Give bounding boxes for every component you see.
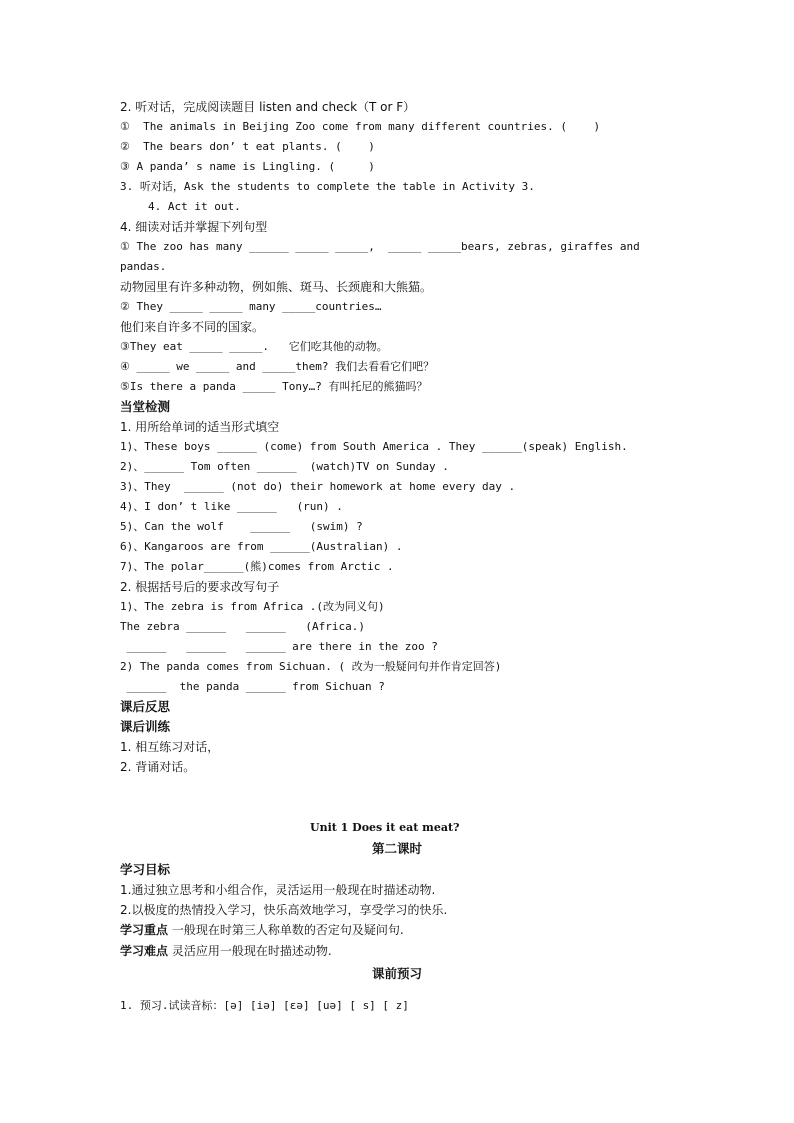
rewrite-instruction: 2. 根据括号后的要求改写句子 [120,580,280,594]
key-points-text: 一般现在时第三人称单数的否定句及疑问句. [168,923,404,937]
fill-item-5: 5)、Can the wolf ______ (swim) ? [120,520,363,533]
fill-item-1: 1)、These boys ______ (come) from South America . They ______(speak) English. [120,440,628,453]
rewrite-item-2: 2) The panda comes from Sichuan. ( 改为一般疑问句并作肯定回答) [120,660,502,673]
fill-item-7: 7)、The polar______(熊)comes from Arctic . [120,560,394,573]
fill-item-4: 4)、I don’ t like ______ (run) . [120,500,343,513]
goal-1: 1.通过独立思考和小组合作，灵活运用一般现在时描述动物. [120,883,436,897]
fill-in-instruction: 1. 用所给单词的适当形式填空 [120,420,280,434]
pattern-1-translation: 动物园里有许多种动物，例如熊、斑马、长颈鹿和大熊猫。 [120,280,433,294]
difficult-points-label: 学习难点 [120,944,169,958]
pattern-3: ③They eat _____ _____. 它们吃其他的动物。 [120,340,388,353]
fill-item-2: 2)、______ Tom often ______ (watch)TV on Sunday . [120,460,449,473]
preview-heading: 课前预习 [371,966,422,981]
in-class-test-heading: 当堂检测 [120,399,171,414]
learning-goals-heading: 学习目标 [120,862,171,877]
difficult-points [120,941,332,961]
read-dialogue-instruction: 4. 细读对话并掌握下列句型 [120,220,268,234]
lesson-title: 第二课时 [371,841,422,856]
homework-heading: 课后训练 [120,719,171,734]
reflection-heading: 课后反思 [120,699,171,714]
goal-2: 2.以极度的热情投入学习，快乐高效地学习，享受学习的快乐. [120,903,448,917]
tf-item-2: ② The bears don’ t eat plants. ( ) [120,140,375,153]
pattern-2-translation: 他们来自许多不同的国家。 [120,320,265,334]
complete-table-instruction: 3. 听对话，Ask the students to complete the table in Activity 3. [120,180,535,193]
rewrite-item-1: 1)、The zebra is from Africa .(改为同义句) [120,600,385,613]
rewrite-item-1-question: ______ ______ ______ are there in the zoo ? [120,640,438,653]
listen-check-instruction: 2. 听对话，完成阅读题目 listen and check（T or F） [120,100,416,114]
tf-item-1: ① The animals in Beijing Zoo come from many different countries. ( ) [120,120,601,133]
rewrite-item-2-answer: ______ the panda ______ from Sichuan ? [120,680,385,693]
key-points [120,920,404,940]
fill-item-3: 3)、They ______ (not do) their homework at home every day . [120,480,516,493]
pattern-1: ① The zoo has many ______ _____ _____, _____ _____bears, zebras, giraffes and [120,240,640,253]
tf-item-3: ③ A panda’ s name is Lingling. ( ) [120,160,375,173]
fill-item-6: 6)、Kangaroos are from ______(Australian) . [120,540,403,553]
homework-item-2: 2. 背诵对话。 [120,760,196,774]
unit-title: Unit 1 Does it eat meat? [310,821,460,834]
rewrite-item-1-answer: The zebra ______ ______ (Africa.) [120,620,366,633]
preview-item-1: 1. 预习.试读音标：[ə] [iə] [ɛə] [uə] [ s] [ z] [120,999,409,1012]
homework-item-1: 1. 相互练习对话， [120,740,220,754]
pattern-5: ⑤Is there a panda _____ Tony…? 有叫托尼的熊猫吗？ [120,380,428,393]
pattern-1-cont: pandas. [120,260,167,273]
pattern-4: ④ _____ we _____ and _____them? 我们去看看它们吧？ [120,360,435,373]
pattern-2: ② They _____ _____ many _____countries… [120,300,382,313]
act-it-out: 4. Act it out. [148,200,241,213]
key-points-label: 学习重点 [120,923,169,937]
difficult-points-text: 灵活应用一般现在时描述动物. [168,944,332,958]
